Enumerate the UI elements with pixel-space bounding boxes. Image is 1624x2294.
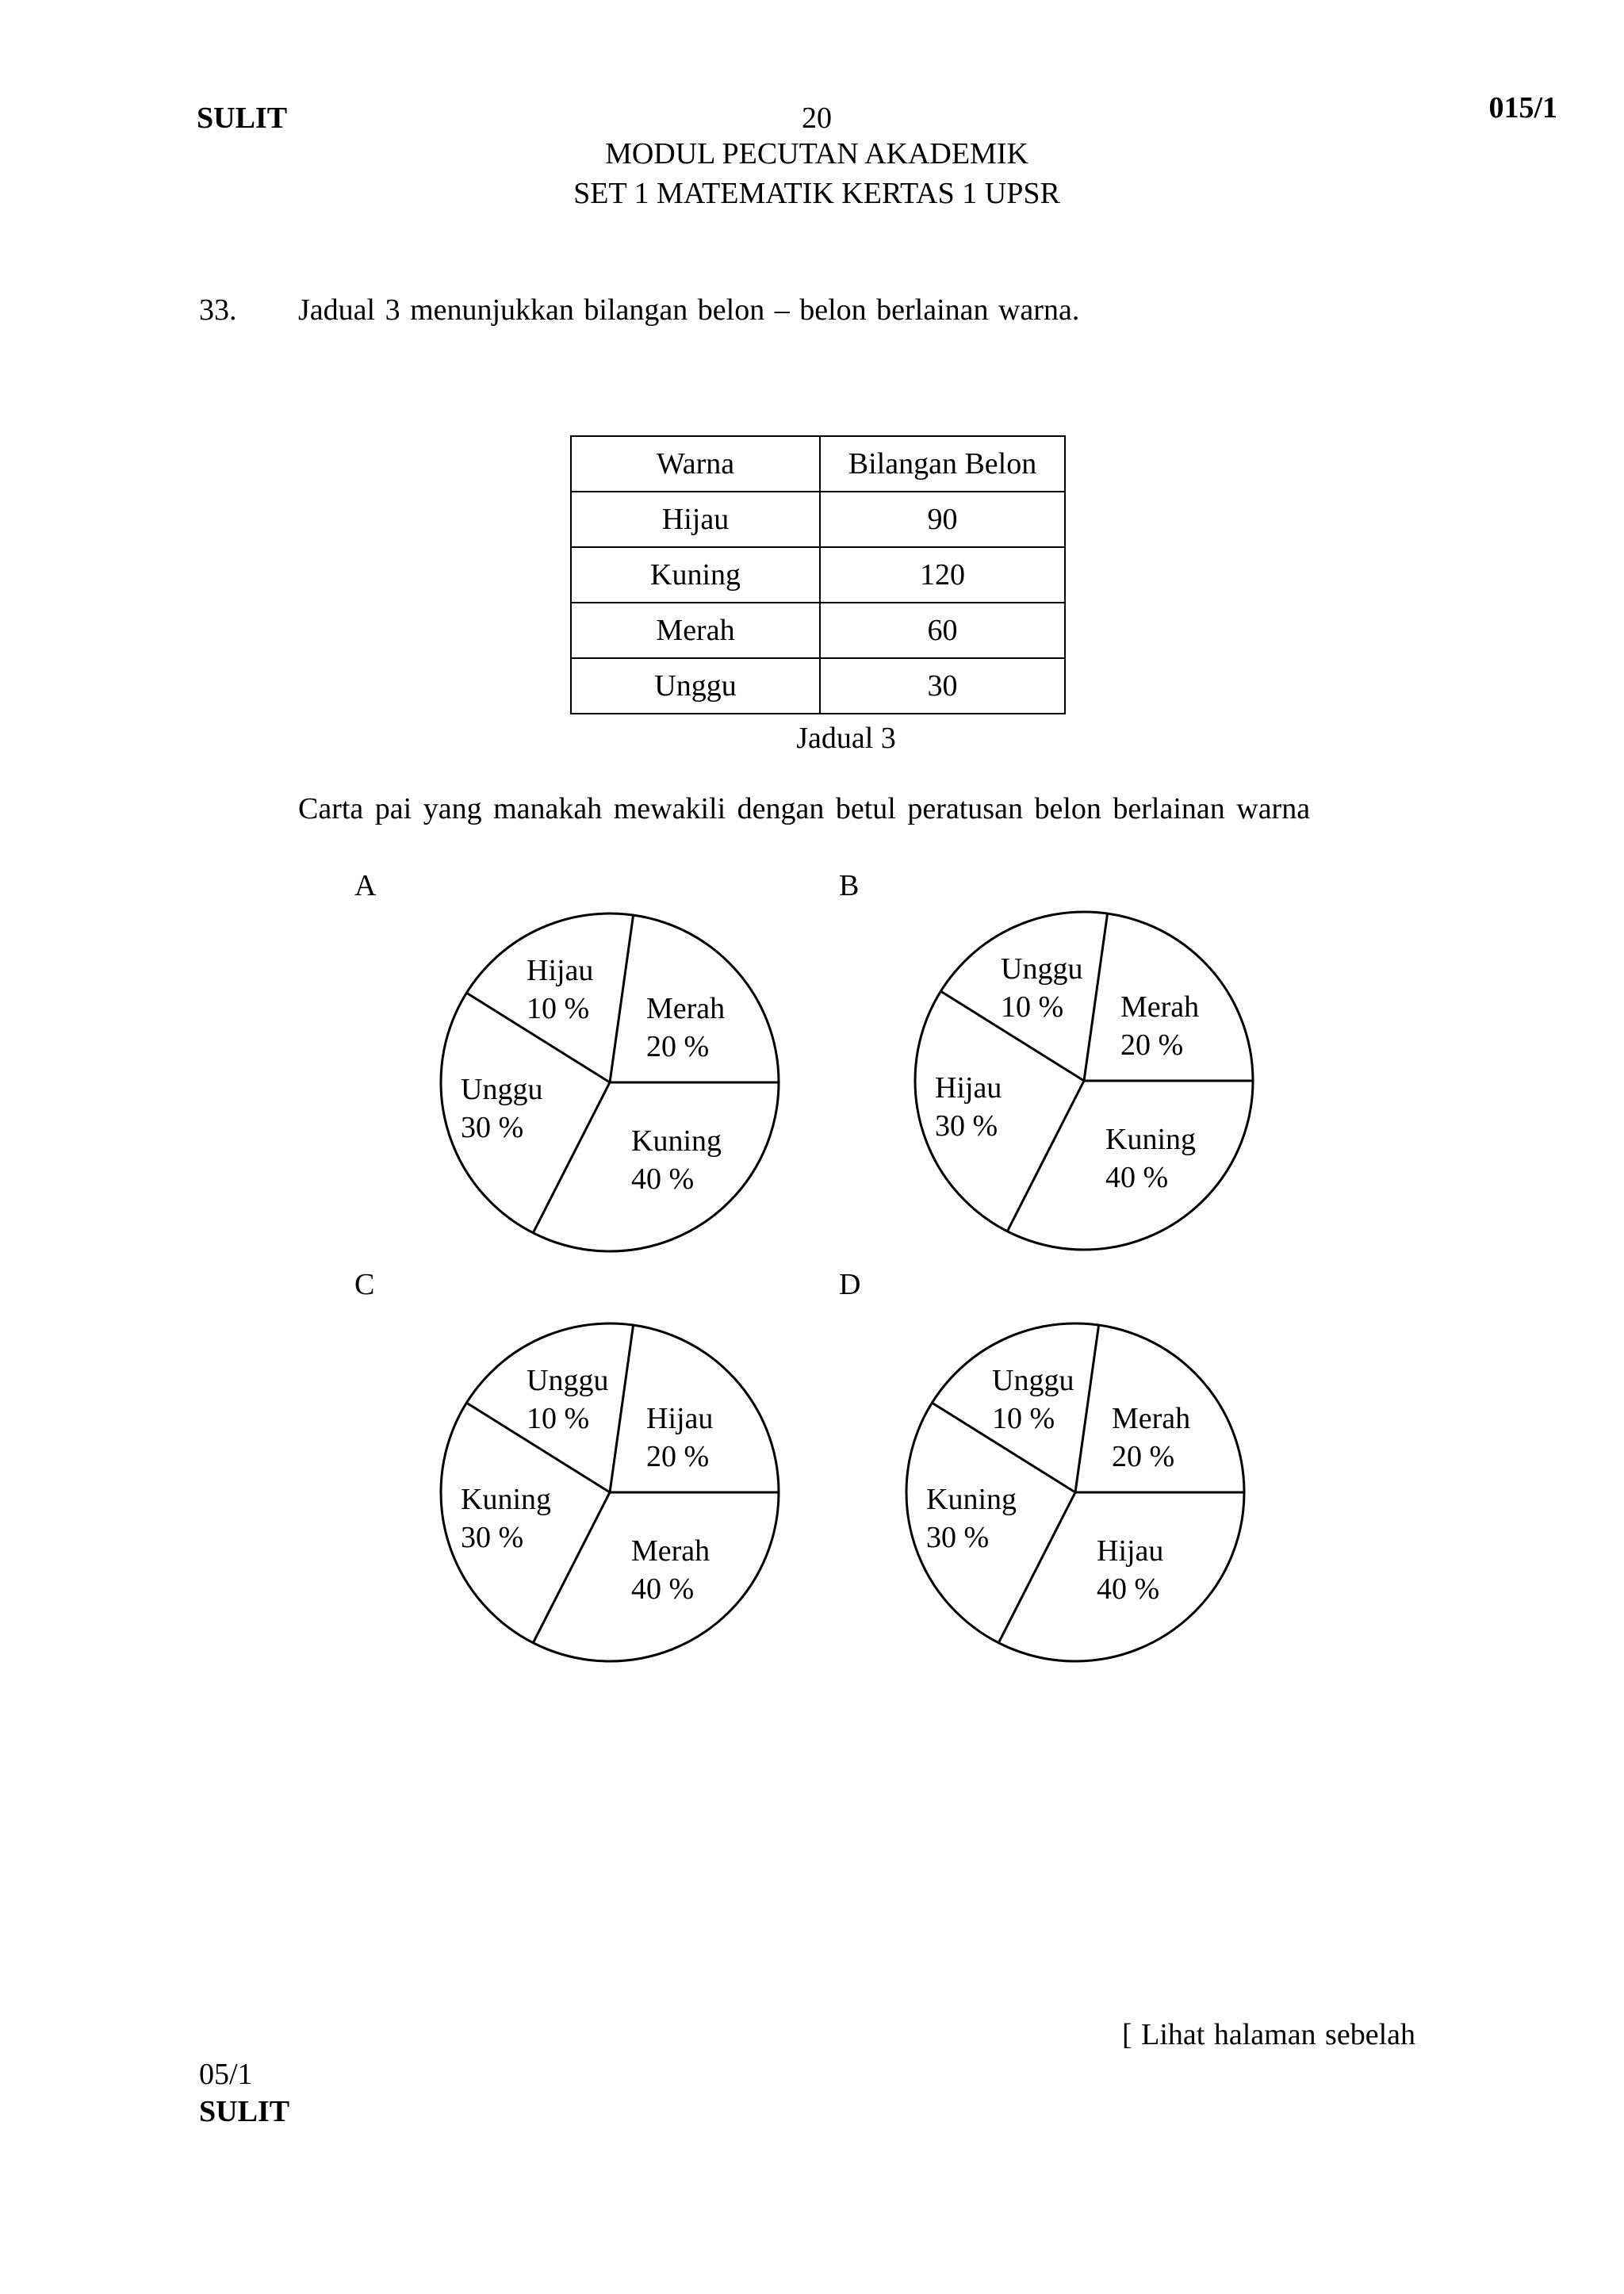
table-cell-colour: Merah: [571, 603, 820, 658]
option-letter-a: A: [354, 869, 377, 902]
slice-percent: 40 %: [1097, 1572, 1160, 1606]
table-cell-count: 30: [820, 658, 1065, 714]
slice-percent: 30 %: [935, 1109, 998, 1143]
pie-slice-divider: [610, 1325, 634, 1492]
slice-colour-name: Merah: [646, 992, 726, 1025]
slice-label: [631, 1532, 710, 1608]
slice-label: [926, 1480, 1017, 1557]
slice-label: [646, 990, 725, 1066]
option-letter-d: D: [839, 1268, 861, 1301]
pie-chart-option-b: [894, 890, 1274, 1271]
question-prompt: Carta pai yang manakah mewakili dengan betul peratusan belon berlainan warna: [298, 792, 1311, 825]
slice-percent: 40 %: [1105, 1161, 1169, 1194]
question-text: Jadual 3 menunjukkan bilangan belon – belon berlainan warna.: [298, 293, 1080, 327]
table-cell-count: 120: [820, 547, 1065, 603]
page-number: 20: [802, 101, 832, 135]
slice-colour-name: Unggu: [527, 1364, 609, 1397]
balloon-count-table: [570, 435, 1066, 714]
table-header-row: [571, 436, 1065, 492]
slice-label: [1097, 1532, 1163, 1608]
table-row: [571, 603, 1065, 658]
slice-colour-name: Kuning: [926, 1483, 1017, 1516]
slice-colour-name: Kuning: [631, 1124, 722, 1158]
table-row: [571, 492, 1065, 547]
table-cell-colour: Kuning: [571, 547, 820, 603]
table-cell-count: 90: [820, 492, 1065, 547]
option-letter-c: C: [354, 1268, 375, 1301]
slice-label: [1120, 988, 1199, 1064]
pie-slice-divider: [1084, 913, 1108, 1081]
slice-label: [1001, 950, 1082, 1026]
slice-colour-name: Merah: [1112, 1402, 1191, 1435]
slice-percent: 10 %: [1001, 990, 1064, 1024]
pie-slice-divider: [610, 915, 634, 1082]
pie-slice-divider: [1075, 1325, 1099, 1492]
pie-chart-option-a: [419, 892, 800, 1273]
slice-colour-name: Unggu: [992, 1364, 1074, 1397]
table-header-cell: Warna: [571, 436, 820, 492]
paper-code: 015/1: [1488, 91, 1557, 124]
slice-percent: 20 %: [646, 1030, 710, 1063]
slice-percent: 30 %: [461, 1521, 524, 1554]
slice-colour-name: Hijau: [1097, 1534, 1164, 1568]
table-cell-count: 60: [820, 603, 1065, 658]
next-page-note: [ Lihat halaman sebelah: [1122, 2018, 1416, 2051]
slice-label: [527, 952, 593, 1028]
slice-label: [461, 1070, 542, 1147]
header-classification: SULIT: [197, 101, 288, 135]
slice-label: [1105, 1120, 1196, 1197]
table-cell-colour: Hijau: [571, 492, 820, 547]
slice-percent: 30 %: [461, 1111, 524, 1144]
slice-percent: 40 %: [631, 1162, 695, 1196]
slice-label: [935, 1069, 1002, 1145]
slice-label: [527, 1361, 608, 1438]
pie-chart-option-d: [885, 1302, 1266, 1683]
slice-colour-name: Unggu: [1001, 952, 1083, 986]
slice-colour-name: Kuning: [461, 1483, 551, 1516]
pie-slice-divider: [533, 1082, 610, 1233]
slice-label: [461, 1480, 551, 1557]
slice-label: [992, 1361, 1074, 1438]
slice-label: [1112, 1400, 1190, 1476]
slice-percent: 30 %: [926, 1521, 990, 1554]
slice-colour-name: Kuning: [1105, 1123, 1196, 1156]
slice-percent: 10 %: [527, 992, 590, 1025]
slice-colour-name: Hijau: [527, 954, 594, 987]
slice-colour-name: Unggu: [461, 1073, 543, 1106]
option-letter-b: B: [839, 869, 860, 902]
slice-label: [646, 1400, 713, 1476]
table-row: [571, 547, 1065, 603]
slice-percent: 20 %: [1112, 1440, 1175, 1473]
module-subtitle: SET 1 MATEMATIK KERTAS 1 UPSR: [573, 177, 1060, 210]
slice-label: [631, 1122, 722, 1198]
footer-paper-code: 05/1: [199, 2058, 253, 2091]
slice-colour-name: Merah: [1120, 990, 1200, 1024]
table-cell-colour: Unggu: [571, 658, 820, 714]
pie-slice-divider: [1007, 1081, 1084, 1231]
footer-classification: SULIT: [199, 2095, 290, 2128]
table-header-cell: Bilangan Belon: [820, 436, 1065, 492]
slice-percent: 10 %: [527, 1402, 590, 1435]
pie-chart-option-c: [419, 1302, 800, 1683]
slice-colour-name: Merah: [631, 1534, 710, 1568]
table-row: [571, 658, 1065, 714]
slice-percent: 20 %: [1120, 1028, 1184, 1062]
slice-colour-name: Hijau: [646, 1402, 714, 1435]
question-number: 33.: [199, 293, 237, 327]
slice-percent: 20 %: [646, 1440, 710, 1473]
slice-colour-name: Hijau: [935, 1071, 1002, 1105]
table-caption: Jadual 3: [796, 722, 896, 755]
slice-percent: 10 %: [992, 1402, 1055, 1435]
module-title: MODUL PECUTAN AKADEMIK: [605, 137, 1028, 170]
slice-percent: 40 %: [631, 1572, 695, 1606]
